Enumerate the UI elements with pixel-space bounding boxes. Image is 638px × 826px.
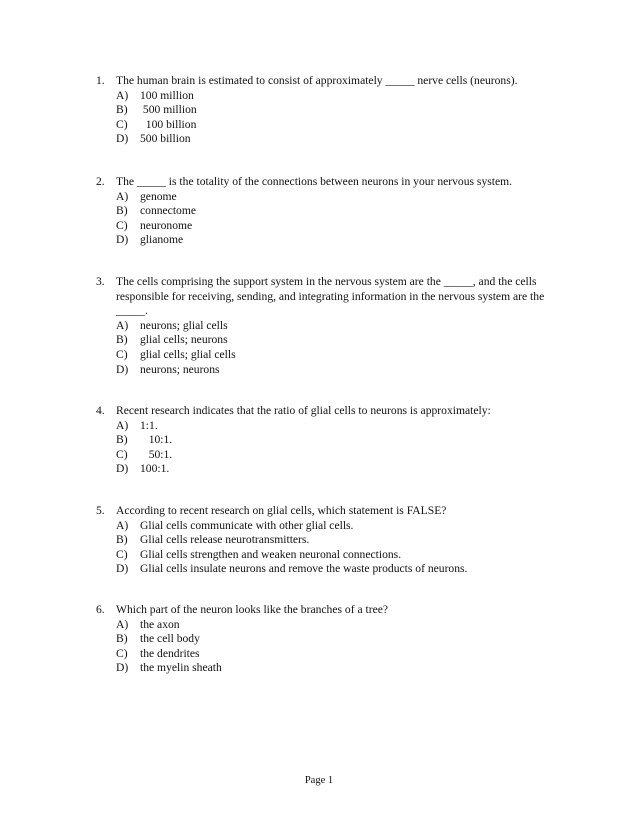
answer-choice-a bbox=[96, 190, 566, 205]
choice-letter: B) bbox=[116, 103, 128, 117]
answer-choices bbox=[96, 419, 566, 477]
question-number: 2. bbox=[96, 175, 105, 188]
question-number: 4. bbox=[96, 404, 105, 417]
choice-letter: A) bbox=[116, 88, 129, 102]
answer-choice-a bbox=[96, 519, 566, 534]
choice-letter: B) bbox=[116, 433, 128, 447]
question-number: 1. bbox=[96, 74, 105, 87]
question-5 bbox=[96, 504, 566, 577]
answer-choice-c bbox=[96, 348, 566, 363]
choice-text: glial cells; neurons bbox=[140, 333, 228, 347]
question-text: Which part of the neuron looks like the branches of a tree? bbox=[116, 603, 389, 616]
answer-choice-d bbox=[96, 363, 566, 378]
question-4 bbox=[96, 404, 566, 477]
answer-choices bbox=[96, 618, 566, 676]
question-text: Recent research indicates that the ratio of glial cells to neurons is approximately: bbox=[116, 404, 491, 417]
question-text: The human brain is estimated to consist of approximately _____ nerve cells (neurons). bbox=[116, 74, 518, 87]
answer-choice-a bbox=[96, 319, 566, 334]
answer-choice-c bbox=[96, 118, 566, 133]
choice-letter: D) bbox=[116, 462, 129, 476]
answer-choice-a bbox=[96, 419, 566, 434]
choice-letter: A) bbox=[116, 617, 129, 631]
choice-text: the dendrites bbox=[140, 646, 200, 660]
choice-text: neurons; glial cells bbox=[140, 318, 228, 332]
question-number: 5. bbox=[96, 504, 105, 517]
answer-choice-b bbox=[96, 433, 566, 448]
question-2 bbox=[96, 175, 566, 248]
choice-letter: C) bbox=[116, 447, 128, 461]
answer-choice-b bbox=[96, 533, 566, 548]
choice-text: 100:1. bbox=[140, 462, 170, 476]
choice-letter: D) bbox=[116, 562, 129, 576]
answer-choice-d bbox=[96, 233, 566, 248]
choice-text: 10:1. bbox=[140, 433, 173, 447]
answer-choice-c bbox=[96, 219, 566, 234]
choice-letter: C) bbox=[116, 547, 128, 561]
choice-text: Glial cells strengthen and weaken neuronal connections. bbox=[140, 547, 402, 561]
answer-choice-b bbox=[96, 103, 566, 118]
choice-text: genome bbox=[140, 189, 177, 203]
choice-letter: A) bbox=[116, 189, 129, 203]
answer-choices bbox=[96, 519, 566, 577]
question-3 bbox=[96, 275, 566, 377]
choice-letter: C) bbox=[116, 347, 128, 361]
question-text: The _____ is the totality of the connections between neurons in your nervous system. bbox=[116, 175, 513, 188]
answer-choice-c bbox=[96, 548, 566, 563]
question-number: 3. bbox=[96, 275, 105, 288]
choice-letter: D) bbox=[116, 132, 129, 146]
choice-text: Glial cells insulate neurons and remove the waste products of neurons. bbox=[140, 562, 468, 576]
choice-letter: D) bbox=[116, 233, 129, 247]
answer-choice-b bbox=[96, 204, 566, 219]
answer-choice-d bbox=[96, 132, 566, 147]
choice-letter: B) bbox=[116, 204, 128, 218]
answer-choice-c bbox=[96, 448, 566, 463]
answer-choice-b bbox=[96, 632, 566, 647]
choice-text: glianome bbox=[140, 233, 184, 247]
choice-letter: A) bbox=[116, 518, 129, 532]
choice-letter: B) bbox=[116, 632, 128, 646]
answer-choices bbox=[96, 190, 566, 248]
question-1 bbox=[96, 74, 566, 147]
answer-choice-d bbox=[96, 462, 566, 477]
choice-letter: C) bbox=[116, 117, 128, 131]
choice-text: the myelin sheath bbox=[140, 661, 222, 675]
choice-text: glial cells; glial cells bbox=[140, 347, 236, 361]
choice-text: the cell body bbox=[140, 632, 200, 646]
page-footer bbox=[0, 775, 638, 786]
question-text: The cells comprising the support system in the nervous system are the _____, and the cells responsible for receiving, sending, and integrating information in the nervous system are the _____. bbox=[116, 275, 545, 318]
choice-letter: C) bbox=[116, 218, 128, 232]
answer-choices bbox=[96, 319, 566, 377]
choice-text: 100 million bbox=[140, 88, 194, 102]
answer-choice-b bbox=[96, 333, 566, 348]
question-6 bbox=[96, 603, 566, 676]
answer-choice-a bbox=[96, 89, 566, 104]
choice-text: 500 million bbox=[140, 103, 197, 117]
answer-choice-a bbox=[96, 618, 566, 633]
answer-choice-c bbox=[96, 647, 566, 662]
choice-text: Glial cells communicate with other glial cells. bbox=[140, 518, 354, 532]
choice-letter: B) bbox=[116, 333, 128, 347]
choice-text: 1:1. bbox=[140, 418, 158, 432]
choice-text: 50:1. bbox=[140, 447, 173, 461]
choice-letter: A) bbox=[116, 418, 129, 432]
choice-text: Glial cells release neurotransmitters. bbox=[140, 533, 310, 547]
choice-letter: C) bbox=[116, 646, 128, 660]
choice-letter: B) bbox=[116, 533, 128, 547]
question-number: 6. bbox=[96, 603, 105, 616]
choice-text: 100 billion bbox=[140, 117, 197, 131]
choice-text: 500 billion bbox=[140, 132, 191, 146]
choice-text: connectome bbox=[140, 204, 197, 218]
choice-letter: A) bbox=[116, 318, 129, 332]
choice-letter: D) bbox=[116, 362, 129, 376]
answer-choices bbox=[96, 89, 566, 147]
answer-choice-d bbox=[96, 562, 566, 577]
choice-text: neurons; neurons bbox=[140, 362, 220, 376]
choice-letter: D) bbox=[116, 661, 129, 675]
choice-text: neuronome bbox=[140, 218, 193, 232]
page-number: Page 1 bbox=[304, 775, 334, 786]
answer-choice-d bbox=[96, 661, 566, 676]
choice-text: the axon bbox=[140, 617, 180, 631]
question-text: According to recent research on glial cells, which statement is FALSE? bbox=[116, 504, 447, 517]
